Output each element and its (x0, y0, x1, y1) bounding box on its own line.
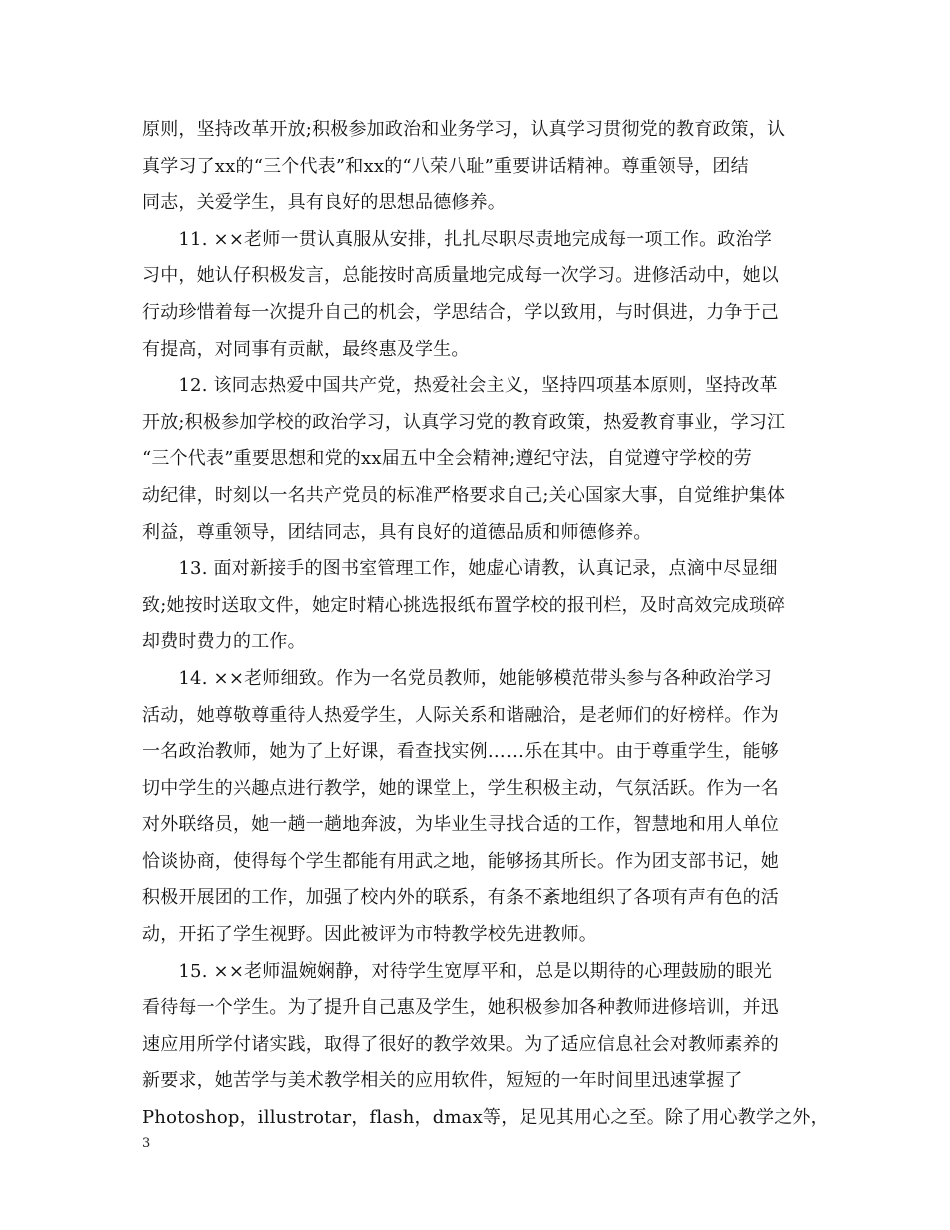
text-line: 真学习了xx的“三个代表”和xx的“八荣八耻”重要讲话精神。尊重领导，团结 (142, 155, 749, 177)
text-line: 12. 该同志热爱中国共产党，热爱社会主义，坚持四项基本原则，坚持改革 (142, 375, 778, 397)
text-line: 14. ××老师细致。作为一名党员教师，她能够模范带头参与各种政治学习 (142, 667, 772, 689)
text-line: 利益，尊重领导，团结同志，具有良好的道德品质和师德修养。 (142, 521, 652, 543)
text-line: 却费时费力的工作。 (142, 631, 306, 653)
text-line: 行动珍惜着每一次提升自己的机会，学思结合，学以致用，与时俱进，力争于己 (142, 301, 779, 323)
text-line: Photoshop，illustrotar，flash，dmax等，足见其用心之至。除了用心教学之外， (142, 1107, 829, 1129)
text-line: 开放;积极参加学校的政治学习，认真学习党的教育政策，热爱教育事业，学习江 (142, 411, 786, 433)
text-line: 对外联络员，她一趟一趟地奔波，为毕业生寻找合适的工作，智慧地和用人单位 (142, 814, 779, 836)
text-line: 新要求，她苦学与美术教学相关的应用软件，短短的一年时间里迅速掌握了 (142, 1070, 743, 1092)
text-line: 一名政治教师，她为了上好课，看查找实例……乐在其中。由于尊重学生，能够 (142, 741, 779, 763)
text-line: 13. 面对新接手的图书室管理工作，她虚心请教，认真记录，点滴中尽显细 (142, 558, 778, 580)
text-line: 同志，关爱学生，具有良好的思想品德修养。 (142, 192, 506, 214)
text-line: 切中学生的兴趣点进行教学，她的课堂上，学生积极主动，气氛活跃。作为一名 (142, 777, 779, 799)
text-line: 动纪律，时刻以一名共产党员的标准严格要求自己;关心国家大事，自觉维护集体 (142, 484, 786, 506)
text-line: 动，开拓了学生视野。因此被评为市特教学校先进教师。 (142, 924, 597, 946)
text-line: 恰谈协商，使得每个学生都能有用武之地，能够扬其所长。作为团支部书记，她 (142, 850, 779, 872)
text-line: 致;她按时送取文件，她定时精心挑选报纸布置学校的报刊栏，及时高效完成琐碎 (142, 594, 786, 616)
text-line: 看待每一个学生。为了提升自己惠及学生，她积极参加各种教师进修培训，并迅 (142, 997, 779, 1019)
page-number: 3 (142, 1136, 151, 1151)
text-line: 11. ××老师一贯认真服从安排，扎扎尽职尽责地完成每一项工作。政治学 (142, 228, 772, 250)
text-line: 15. ××老师温婉娴静，对待学生宽厚平和，总是以期待的心理鼓励的眼光 (142, 960, 772, 982)
text-line: 积极开展团的工作，加强了校内外的联系，有条不紊地组织了各项有声有色的活 (142, 887, 779, 909)
text-line: 速应用所学付诸实践，取得了很好的教学效果。为了适应信息社会对教师素养的 (142, 1033, 779, 1055)
text-line: 习中，她认仔积极发言，总能按时高质量地完成每一次学习。进修活动中，她以 (142, 265, 779, 287)
text-line: 活动，她尊敬尊重待人热爱学生，人际关系和谐融洽，是老师们的好榜样。作为 (142, 704, 779, 726)
text-line: “三个代表”重要思想和党的xx届五中全会精神;遵纪守法，自觉遵守学校的劳 (142, 448, 752, 470)
body-text (142, 112, 829, 1137)
text-line: 原则，坚持改革开放;积极参加政治和业务学习，认真学习贯彻党的教育政策，认 (142, 119, 786, 140)
text-line: 有提高，对同事有贡献，最终惠及学生。 (142, 338, 470, 360)
